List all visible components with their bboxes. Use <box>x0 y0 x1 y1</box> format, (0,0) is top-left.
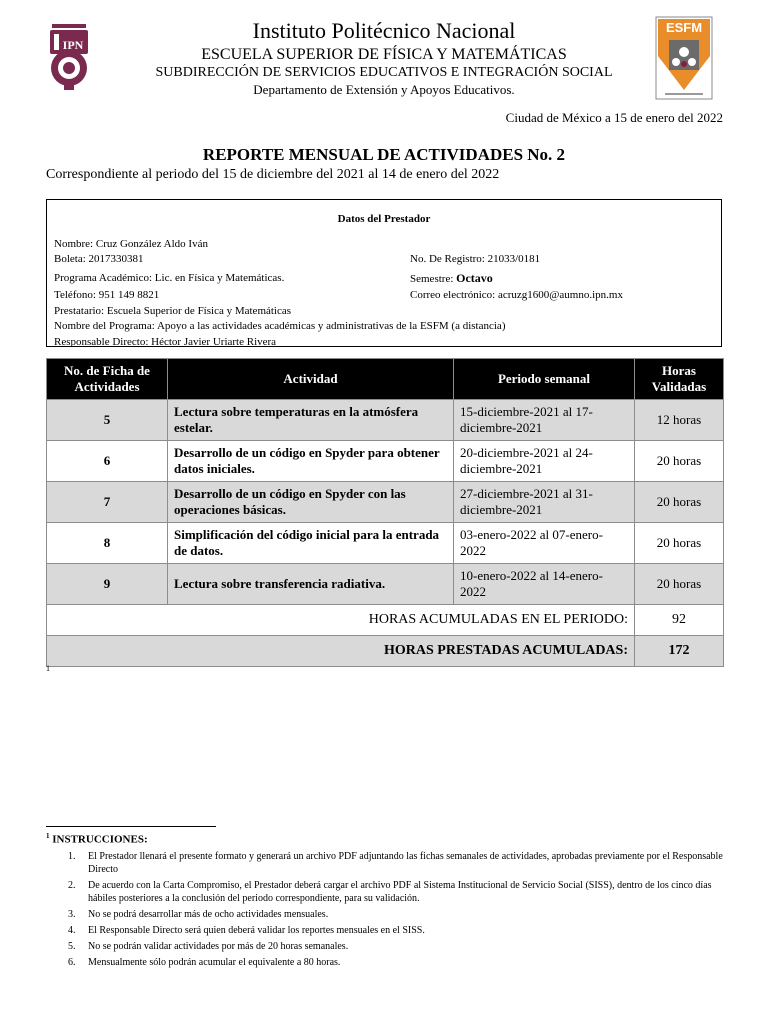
ficha-cell: 7 <box>47 482 168 523</box>
ficha-cell: 6 <box>47 441 168 482</box>
datos-prestador-box <box>46 199 722 347</box>
table-row <box>47 441 724 482</box>
correo-field: Correo electrónico: acruzg1600@aumno.ipn.mx <box>410 289 623 301</box>
table-row <box>47 564 724 605</box>
col-header-horas: Horas Validadas <box>635 359 724 400</box>
periodo-cell: 15-diciembre-2021 al 17-diciembre-2021 <box>454 400 635 441</box>
datos-title: Datos del Prestador <box>337 213 431 225</box>
report-period: Correspondiente al periodo del 15 de diciembre del 2021 al 14 de enero del 2022 <box>46 167 500 182</box>
school-name: ESCUELA SUPERIOR DE FÍSICA Y MATEMÁTICAS <box>201 46 567 63</box>
list-item <box>46 879 726 905</box>
total-prestadas-row <box>47 636 724 667</box>
total-periodo-row <box>47 605 724 636</box>
ficha-cell: 8 <box>47 523 168 564</box>
actividad-cell: Desarrollo de un código en Spyder para obtener datos iniciales. <box>168 441 454 482</box>
list-item-number: 5. <box>68 941 76 952</box>
list-item <box>46 850 726 876</box>
footnote-title <box>46 832 148 846</box>
list-item <box>46 940 726 953</box>
instructions-list <box>46 850 726 972</box>
list-item-text: El Prestador llenará el presente formato y generará un archivo PDF adjuntando las fichas semanales de actividades, aprobadas previamente por el Responsable Directo <box>88 851 723 875</box>
department-name: Departamento de Extensión y Apoyos Educativos. <box>253 82 515 97</box>
list-item <box>46 956 726 969</box>
report-title: REPORTE MENSUAL DE ACTIVIDADES No. 2 <box>202 145 566 164</box>
col-header-actividad: Actividad <box>168 359 454 400</box>
responsable-field: Responsable Directo: Héctor Javier Uriarte Rivera <box>54 336 277 347</box>
esfm-logo-text: ESFM <box>665 20 703 35</box>
footnote-mark: 1 <box>46 664 50 673</box>
list-item <box>46 908 726 921</box>
place-date: Ciudad de México a 15 de enero del 2022 <box>505 110 723 125</box>
activities-table <box>46 358 724 667</box>
horas-cell: 20 horas <box>635 482 724 523</box>
horas-cell: 20 horas <box>635 564 724 605</box>
list-item-text: El Responsable Directo será quien deberá validar los reportes mensuales en el SISS. <box>88 925 425 936</box>
table-row <box>47 482 724 523</box>
footnote-title-mark: 1 <box>46 832 50 840</box>
list-item-number: 4. <box>68 925 76 936</box>
actividad-cell: Lectura sobre temperaturas en la atmósfera estelar. <box>168 400 454 441</box>
periodo-cell: 10-enero-2022 al 14-enero-2022 <box>454 564 635 605</box>
institution-name: Instituto Politécnico Nacional <box>252 18 516 43</box>
total-periodo-label: HORAS ACUMULADAS EN EL PERIODO: <box>47 605 635 636</box>
table-row <box>47 523 724 564</box>
list-item-text: No se podrá desarrollar más de ocho actividades mensuales. <box>88 909 329 920</box>
actividad-cell: Simplificación del código inicial para la entrada de datos. <box>168 523 454 564</box>
footnote-title-text: INSTRUCCIONES: <box>52 833 148 846</box>
semestre-label: Semestre: <box>410 273 457 285</box>
actividad-cell: Lectura sobre transferencia radiativa. <box>168 564 454 605</box>
list-item <box>46 924 726 937</box>
list-item-text: Mensualmente sólo podrán acumular el equivalente a 80 horas. <box>88 957 341 968</box>
semestre-value: Octavo <box>456 271 493 285</box>
horas-cell: 20 horas <box>635 523 724 564</box>
table-header-row <box>47 359 724 400</box>
list-item-text: De acuerdo con la Carta Compromiso, el Prestador deberá cargar el archivo PDF al Sistema Institucional de Servicio Social (SISS), dentro de los cinco días hábiles posteriores a la conclusión del periodo correspondiente, para su validación. <box>88 880 712 904</box>
list-item-text: No se podrán validar actividades por más de 20 horas semanales. <box>88 941 349 952</box>
list-item-number: 6. <box>68 957 76 968</box>
periodo-cell: 20-diciembre-2021 al 24-diciembre-2021 <box>454 441 635 482</box>
semestre-field <box>410 271 493 286</box>
telefono-field: Teléfono: 951 149 8821 <box>54 289 160 301</box>
subdirection-name: SUBDIRECCIÓN DE SERVICIOS EDUCATIVOS E INTEGRACIÓN SOCIAL <box>155 65 613 80</box>
horas-cell: 12 horas <box>635 400 724 441</box>
ipn-logo-text: IPN <box>62 38 84 52</box>
boleta-field: Boleta: 2017330381 <box>54 253 144 265</box>
actividad-cell: Desarrollo de un código en Spyder con las operaciones básicas. <box>168 482 454 523</box>
ficha-cell: 5 <box>47 400 168 441</box>
list-item-number: 1. <box>68 851 76 862</box>
registro-field: No. De Registro: 21033/0181 <box>410 253 541 265</box>
col-header-periodo: Periodo semanal <box>454 359 635 400</box>
list-item-number: 2. <box>68 880 76 891</box>
footnote-divider <box>46 826 216 827</box>
ipn-logo <box>44 18 94 90</box>
periodo-cell: 27-diciembre-2021 al 31-diciembre-2021 <box>454 482 635 523</box>
col-header-ficha: No. de Ficha de Actividades <box>47 359 168 400</box>
total-prestadas-label: HORAS PRESTADAS ACUMULADAS: <box>47 636 635 667</box>
horas-cell: 20 horas <box>635 441 724 482</box>
ficha-cell: 9 <box>47 564 168 605</box>
list-item-number: 3. <box>68 909 76 920</box>
table-row <box>47 400 724 441</box>
nombre-programa-field: Nombre del Programa: Apoyo a las actividades académicas y administrativas de la ESFM (a distancia) <box>54 320 506 332</box>
periodo-cell: 03-enero-2022 al 07-enero-2022 <box>454 523 635 564</box>
nombre-field: Nombre: Cruz González Aldo Iván <box>54 238 208 250</box>
prestatario-field: Prestatario: Escuela Superior de Física y Matemáticas <box>54 305 292 317</box>
programa-academico-field: Programa Académico: Lic. en Física y Matemáticas. <box>54 272 285 284</box>
total-prestadas-value: 172 <box>635 636 724 667</box>
total-periodo-value: 92 <box>635 605 724 636</box>
